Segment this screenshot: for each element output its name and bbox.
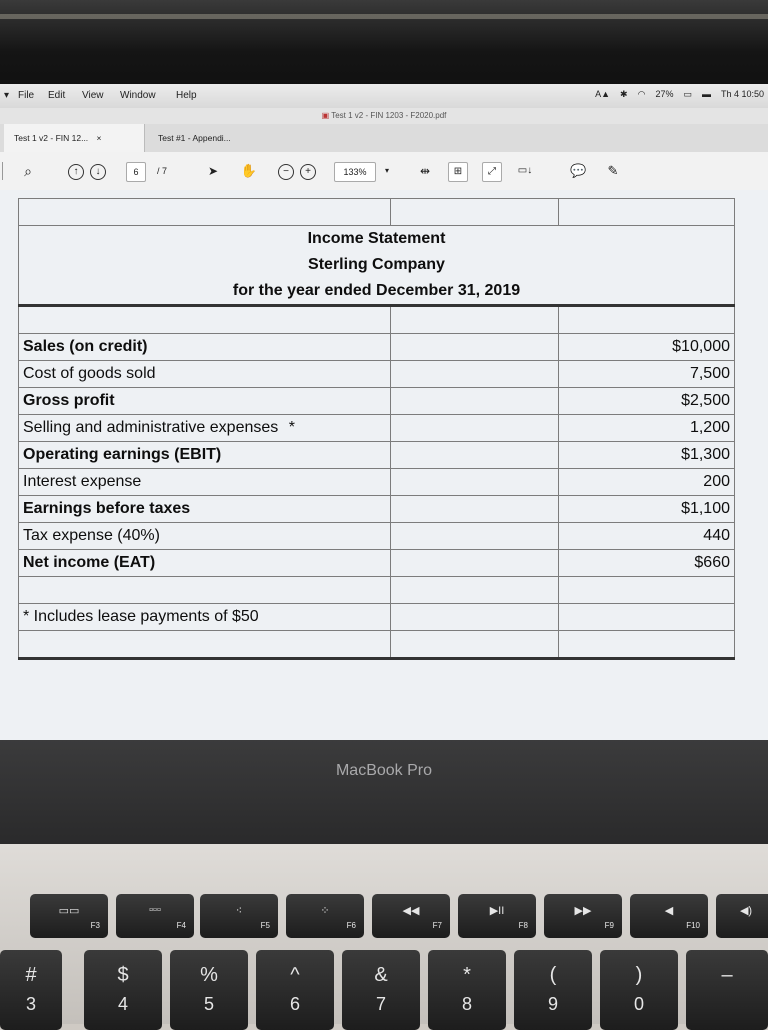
menu-bar [0, 84, 768, 108]
sidebar-edge [2, 162, 11, 180]
key-8[interactable] [428, 950, 506, 1030]
next-page-icon[interactable]: ↓ [90, 164, 106, 180]
blank-row [19, 306, 735, 334]
row-label: Sales (on credit) [19, 334, 391, 361]
zoom-dropdown-icon[interactable]: ▾ [384, 166, 389, 175]
table-row [19, 469, 735, 496]
key-f9[interactable] [544, 894, 622, 938]
clock[interactable]: Th 4 10:50 [720, 89, 764, 99]
key-5[interactable] [170, 950, 248, 1030]
backlight-up-icon: ⁘ [320, 905, 330, 917]
mission-control-icon: ▭▭ [58, 905, 80, 917]
launchpad-icon: ▫▫▫ [149, 904, 161, 916]
rewind-icon: ◀◀ [402, 905, 420, 917]
comment-icon[interactable]: 💬 [570, 163, 587, 178]
battery-percent: 27% [655, 89, 674, 99]
key-7[interactable] [342, 950, 420, 1030]
company-row [19, 252, 735, 278]
key-number: 5 [203, 994, 214, 1014]
row-value: 200 [559, 469, 735, 496]
table-row [19, 334, 735, 361]
key-6[interactable] [256, 950, 334, 1030]
tab-close-icon[interactable]: × [96, 133, 102, 143]
display-icon[interactable]: ▬ [701, 89, 711, 99]
key-f4[interactable] [116, 894, 194, 938]
backlight-down-icon: ⁖ [235, 905, 243, 917]
key-symbol: & [374, 964, 388, 986]
blank-row [19, 577, 735, 604]
table-row [19, 550, 735, 577]
key-label: F4 [176, 921, 186, 930]
menu-view[interactable]: View [82, 90, 104, 101]
key-number: 3 [25, 994, 36, 1014]
key-label: F6 [346, 921, 356, 930]
key-symbol: ( [549, 964, 557, 986]
statement-period: for the year ended December 31, 2019 [19, 278, 735, 306]
key-0[interactable] [600, 950, 678, 1030]
income-statement-table [18, 198, 735, 660]
apple-menu-icon[interactable]: ▾ [4, 90, 10, 101]
row-value: $660 [559, 550, 735, 577]
table-row [19, 361, 735, 388]
key-symbol: – [721, 964, 733, 986]
key-number: 4 [117, 994, 128, 1014]
toolbar [0, 152, 768, 191]
sign-pen-icon[interactable]: ✎ [607, 163, 619, 178]
mute-icon: ◀ [664, 905, 674, 917]
key-label: F10 [686, 921, 700, 930]
key-f11[interactable] [716, 894, 768, 938]
table-row [19, 388, 735, 415]
key-number: 6 [289, 994, 300, 1014]
key-label: F3 [90, 921, 100, 930]
table-row [19, 523, 735, 550]
blank-row [19, 199, 735, 226]
key-number: 8 [461, 994, 472, 1014]
key-f5[interactable] [200, 894, 278, 938]
statement-title: Income Statement [19, 226, 735, 253]
key-f6[interactable] [286, 894, 364, 938]
fit-page-icon[interactable]: ⊞ [448, 162, 468, 182]
zoom-level[interactable]: 133% [334, 162, 376, 182]
menu-edit[interactable]: Edit [48, 90, 66, 101]
row-value: 1,200 [559, 415, 735, 442]
page-total: / 7 [156, 166, 167, 176]
key-symbol: # [25, 964, 37, 986]
row-value: $1,300 [559, 442, 735, 469]
footnote: * Includes lease payments of $50 [19, 604, 391, 631]
row-label: Net income (EAT) [19, 550, 391, 577]
key-3[interactable] [0, 950, 62, 1030]
row-label: Tax expense (40%) [19, 523, 391, 550]
key-symbol: ^ [290, 964, 300, 986]
tab-label: Test #1 - Appendi... [158, 133, 231, 143]
table-row [19, 442, 735, 469]
key-minus[interactable] [686, 950, 768, 1030]
adobe-icon[interactable]: A▲ [595, 89, 611, 99]
laptop-bezel-top [0, 0, 768, 86]
table-row [19, 415, 735, 442]
table-row [19, 496, 735, 523]
tab-label: Test 1 v2 - FIN 12... [14, 133, 89, 143]
menu-help[interactable]: Help [176, 90, 197, 101]
tab-test-1-appendix[interactable] [148, 124, 288, 152]
brand-label: MacBook Pro [335, 762, 433, 779]
row-value: $10,000 [559, 334, 735, 361]
key-f8[interactable] [458, 894, 536, 938]
key-number: 9 [547, 994, 558, 1014]
row-label: Selling and administrative expenses * [19, 415, 391, 442]
page-number-input[interactable]: 6 [126, 162, 146, 182]
select-tool-icon[interactable]: ➤ [207, 164, 219, 178]
wifi-icon[interactable]: ◠ [637, 89, 646, 99]
row-value: 440 [559, 523, 735, 550]
row-value: 7,500 [559, 361, 735, 388]
period-row [19, 278, 735, 306]
row-value: $2,500 [559, 388, 735, 415]
search-icon[interactable]: ⌕ [24, 163, 32, 179]
key-symbol: $ [117, 964, 129, 986]
key-number: 7 [375, 994, 386, 1014]
laptop-screen [0, 84, 768, 740]
row-label: Gross profit [19, 388, 391, 415]
key-label: F9 [604, 921, 614, 930]
key-number: 0 [633, 994, 644, 1014]
fast-forward-icon: ▶▶ [574, 905, 592, 917]
zoom-in-icon[interactable]: + [300, 164, 316, 180]
menu-window[interactable]: Window [120, 90, 156, 101]
document-page [0, 190, 768, 740]
row-label: Operating earnings (EBIT) [19, 442, 391, 469]
hand-tool-icon[interactable]: ✋ [240, 163, 258, 178]
play-pause-icon: ▶II [489, 905, 505, 917]
menu-file[interactable]: File [18, 90, 35, 101]
key-symbol: ) [635, 964, 643, 986]
pdf-file-icon: ▣ [321, 111, 330, 120]
previous-page-icon[interactable]: ↑ [68, 164, 84, 180]
key-symbol: % [200, 964, 218, 986]
key-f10[interactable] [630, 894, 708, 938]
tab-bar [0, 124, 768, 153]
row-label: Cost of goods sold [19, 361, 391, 388]
volume-down-icon: ◀) [739, 905, 753, 917]
scroll-mode-icon[interactable]: ▭↓ [517, 165, 533, 176]
row-label: Interest expense [19, 469, 391, 496]
zoom-out-icon[interactable]: − [278, 164, 294, 180]
asterisk-mark: * [288, 419, 295, 436]
row-value: $1,100 [559, 496, 735, 523]
battery-icon[interactable]: ▭ [683, 89, 692, 99]
key-symbol: * [463, 964, 471, 986]
key-f7[interactable] [372, 894, 450, 938]
key-label: F5 [260, 921, 270, 930]
title-row [19, 226, 735, 253]
keyboard-deck [0, 844, 768, 1024]
blank-row [19, 631, 735, 659]
company-name: Sterling Company [19, 252, 735, 278]
key-f3[interactable] [30, 894, 108, 938]
row-label: Earnings before taxes [19, 496, 391, 523]
status-area [595, 89, 764, 100]
key-9[interactable] [514, 950, 592, 1030]
laptop-bezel-bottom [0, 740, 768, 844]
fullscreen-icon[interactable]: ⤢ [482, 162, 502, 182]
tab-test-1-v2[interactable] [4, 124, 145, 152]
fit-width-icon[interactable]: ⇹ [419, 164, 431, 178]
bluetooth-icon[interactable]: ✱ [620, 89, 628, 99]
key-4[interactable] [84, 950, 162, 1030]
window-title: ▣ Test 1 v2 - FIN 1203 - F2020.pdf [0, 108, 768, 124]
key-label: F8 [518, 921, 528, 930]
key-label: F7 [432, 921, 442, 930]
footnote-row [19, 604, 735, 631]
